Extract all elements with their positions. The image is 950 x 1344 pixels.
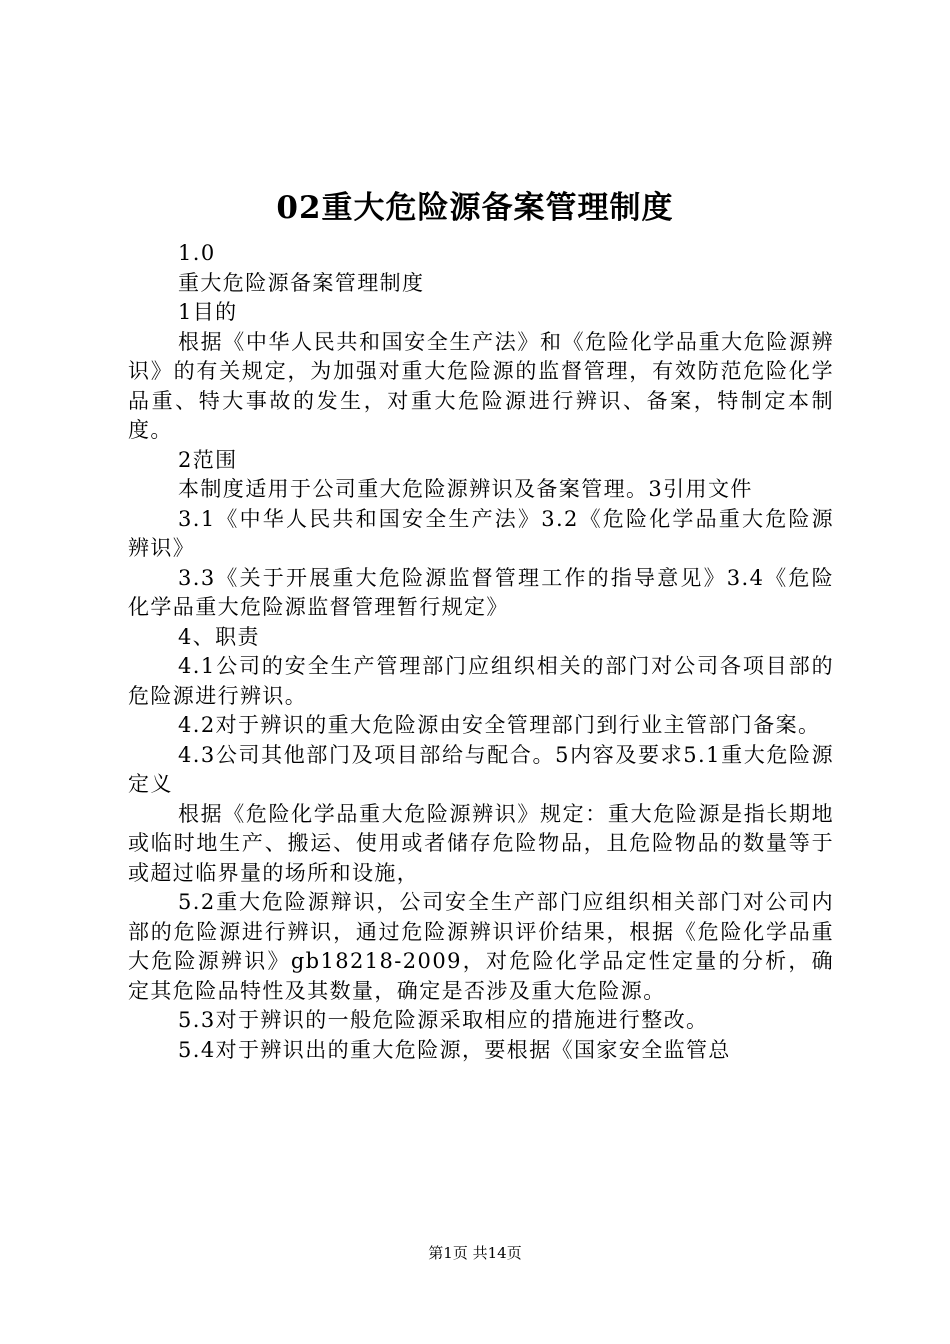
heading-scope: 2范围: [178, 447, 238, 472]
paragraph-definition: 根据《危险化学品重大危险源辨识》规定：重大危险源是指长期地或临时地生产、搬运、使用或者储存危险物品，且危险物品的数量等于或超过临界量的场所和设施，: [128, 801, 834, 885]
paragraph-references-2: 3.3《关于开展重大危险源监督管理工作的指导意见》3.4《危险化学品重大危险源监督管理暂行规定》: [128, 565, 834, 619]
page-footer: 第1页 共14页: [428, 1244, 522, 1262]
paragraph-5-4: 5.4对于辨识出的重大危险源，要根据《国家安全监管总: [178, 1037, 731, 1062]
heading-duties: 4、职责: [178, 624, 260, 649]
paragraph-duty-4-2: 4.2对于辨识的重大危险源由安全管理部门到行业主管部门备案。: [178, 713, 821, 737]
paragraph-references-1: 3.1《中华人民共和国安全生产法》3.2《危险化学品重大危险源辨识》: [128, 506, 834, 560]
paragraph-5-2: 5.2重大危险源辩识，公司安全生产部门应组织相关部门对公司内部的危险源进行辨识，通过危险源辨识评价结果，根据《危险化学品重大危险源辨识》gb18218-2009，对危险化学品定性定量的分析，确定其危险品特性及其数量，确定是否涉及重大危险源。: [128, 890, 834, 1003]
paragraph-duty-4-1: 4.1公司的安全生产管理部门应组织相关的部门对公司各项目部的危险源进行辨识。: [128, 654, 834, 708]
document-title: 02重大危险源备案管理制度: [276, 190, 674, 226]
heading-purpose: 1目的: [178, 300, 238, 324]
paragraph-5-3: 5.3对于辨识的一般危险源采取相应的措施进行整改。: [178, 1008, 709, 1032]
paragraph-purpose: 根据《中华人民共和国安全生产法》和《危险化学品重大危险源辨识》的有关规定，为加强对重大危险源的监督管理，有效防范危险化学品重、特大事故的发生，对重大危险源进行辨识、备案，特制定本制度。: [128, 329, 834, 442]
paragraph-section-number: 1.0: [178, 241, 216, 265]
paragraph-scope: 本制度适用于公司重大危险源辨识及备案管理。3引用文件: [178, 477, 753, 501]
paragraph-duty-4-3: 4.3公司其他部门及项目部给与配合。5内容及要求5.1重大危险源定义: [128, 742, 834, 796]
document-body: [128, 239, 834, 1065]
paragraph-subtitle: 重大危险源备案管理制度: [178, 270, 425, 295]
